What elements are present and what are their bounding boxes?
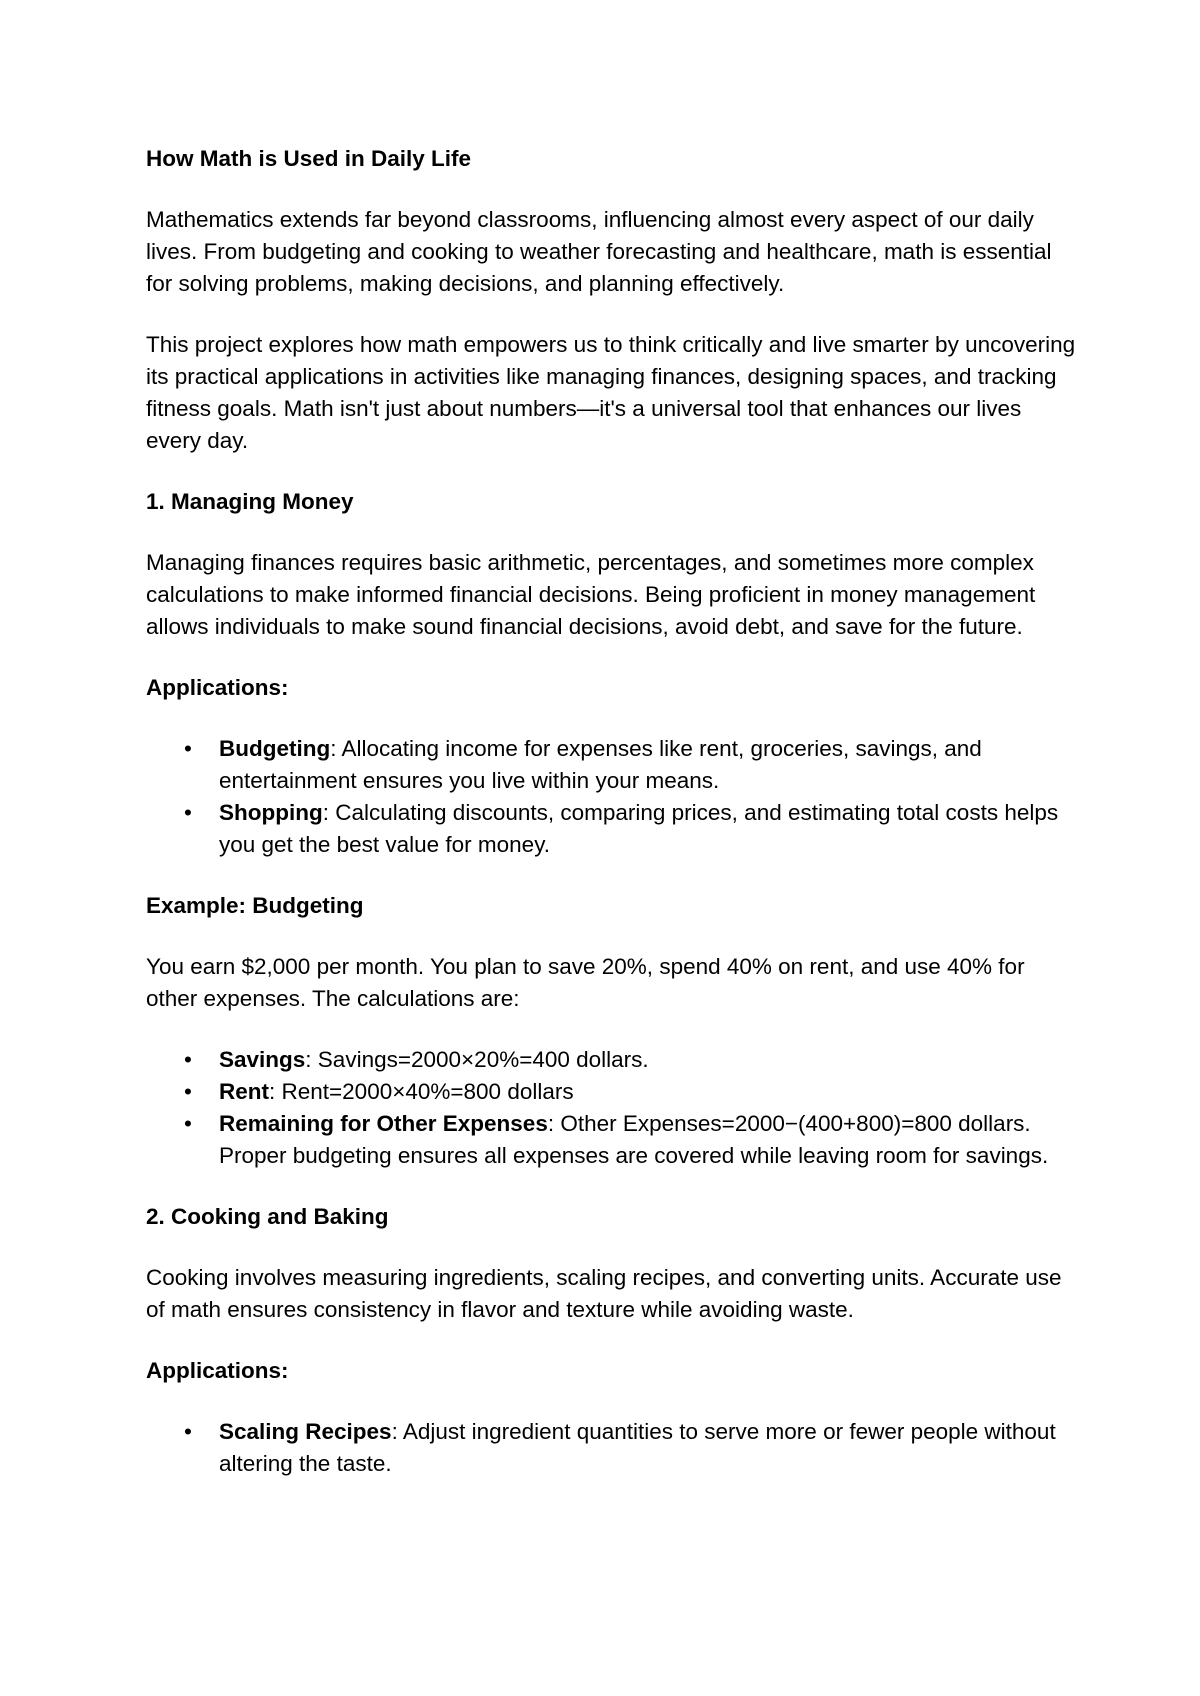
list-item-text: : Adjust ingredient quantities to serve more or fewer people without altering the taste.	[219, 1419, 1056, 1476]
list-item-text: : Other Expenses=2000−(400+800)=800 dollars. Proper budgeting ensures all expenses are covered while leaving room for savings.	[219, 1111, 1049, 1168]
bullet-icon: •	[184, 1419, 192, 1444]
bullet-icon: •	[184, 800, 192, 825]
section-1-applications-list	[146, 733, 1076, 861]
document-title: How Math is Used in Daily Life	[146, 146, 472, 171]
section-1-body: Managing finances requires basic arithmetic, percentages, and sometimes more complex calculations to make informed financial decisions. Being proficient in money management allows individuals to make sound financial decisions, avoid debt, and save for the future.	[146, 550, 1036, 639]
list-item	[146, 1416, 1076, 1480]
list-item	[146, 733, 1076, 797]
intro-paragraph-1: Mathematics extends far beyond classrooms, influencing almost every aspect of our daily lives. From budgeting and cooking to weather forecasting and healthcare, math is essential for solving problems, making decisions, and planning effectively.	[146, 207, 1052, 296]
section-2-applications-list	[146, 1416, 1076, 1480]
bullet-icon: •	[184, 1079, 192, 1104]
section-1-heading: 1. Managing Money	[146, 489, 354, 514]
document-page	[146, 143, 1076, 1509]
list-item-text: : Calculating discounts, comparing prices, and estimating total costs helps you get the best value for money.	[219, 800, 1059, 857]
list-item-text: : Allocating income for expenses like rent, groceries, savings, and entertainment ensures you live within your means.	[219, 736, 982, 793]
example-body: You earn $2,000 per month. You plan to save 20%, spend 40% on rent, and use 40% for other expenses. The calculations are:	[146, 954, 1025, 1011]
list-item	[146, 797, 1076, 861]
list-item-term: Rent	[219, 1079, 269, 1104]
list-item	[146, 1044, 1076, 1076]
example-heading: Example: Budgeting	[146, 893, 364, 918]
list-item-text: : Savings=2000×20%=400 dollars.	[305, 1047, 649, 1072]
section-2-body: Cooking involves measuring ingredients, scaling recipes, and converting units. Accurate use of math ensures consistency in flavor and texture while avoiding waste.	[146, 1265, 1062, 1322]
list-item-term: Budgeting	[219, 736, 331, 761]
list-item-term: Savings	[219, 1047, 306, 1072]
section-2-heading: 2. Cooking and Baking	[146, 1204, 389, 1229]
list-item-term: Shopping	[219, 800, 323, 825]
list-item-text: : Rent=2000×40%=800 dollars	[269, 1079, 574, 1104]
bullet-icon: •	[184, 1047, 192, 1072]
intro-paragraph-2: This project explores how math empowers us to think critically and live smarter by uncovering its practical applications in activities like managing finances, designing spaces, and tracking fitness goals. Math isn't just about numbers—it's a universal tool that enhances our lives every day.	[146, 332, 1076, 453]
section-2-applications-heading: Applications:	[146, 1358, 289, 1383]
example-calculations-list	[146, 1044, 1076, 1172]
list-item-term: Scaling Recipes	[219, 1419, 392, 1444]
list-item-term: Remaining for Other Expenses	[219, 1111, 548, 1136]
section-1-applications-heading: Applications:	[146, 675, 289, 700]
bullet-icon: •	[184, 1111, 192, 1136]
list-item	[146, 1108, 1076, 1172]
list-item	[146, 1076, 1076, 1108]
bullet-icon: •	[184, 736, 192, 761]
